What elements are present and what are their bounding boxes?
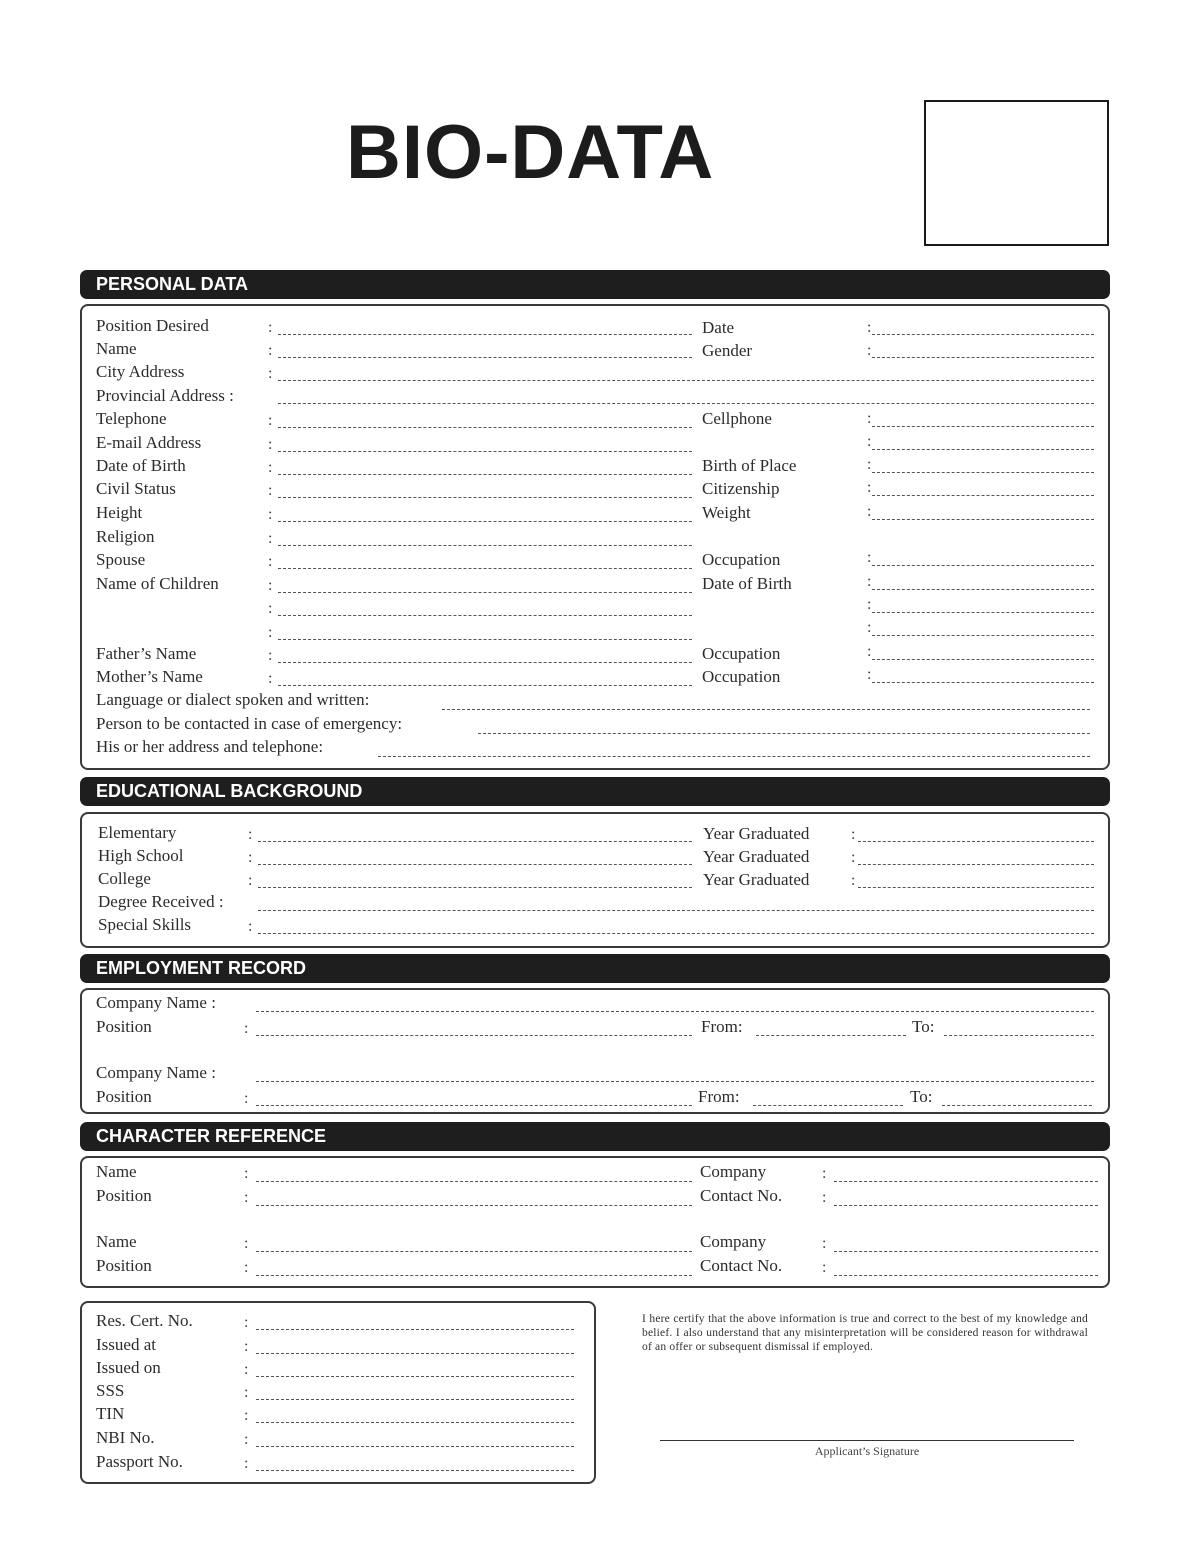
colon: : [268,530,273,547]
spouse-occupation-field[interactable] [872,565,1094,566]
year-graduated-college-field[interactable] [858,887,1094,888]
colon: : [268,365,273,382]
colon: : [244,1455,249,1472]
reference-name-field-1[interactable] [256,1181,692,1182]
reference-company-label-2: Company [700,1232,767,1251]
gender-field[interactable] [872,357,1094,358]
to-label-1: To: [912,1017,935,1036]
colon: : [867,433,872,450]
emergency-address-field[interactable] [378,756,1090,757]
nbi-field[interactable] [256,1446,574,1447]
reference-company-label-1: Company [700,1162,767,1181]
from-field-1[interactable] [756,1035,906,1036]
colon: : [268,459,273,476]
date-of-birth-field[interactable] [278,474,692,475]
colon: : [268,319,273,336]
reference-company-field-1[interactable] [834,1181,1098,1182]
colon: : [867,573,872,590]
emergency-contact-label: Person to be contacted in case of emergency: [96,714,403,733]
employment-panel [80,988,1110,1114]
sss-label: SSS [96,1381,125,1400]
colon: : [244,1189,249,1206]
to-label-2: To: [910,1087,933,1106]
name-label: Name [96,339,137,358]
religion-field[interactable] [278,545,692,546]
colon: : [244,1020,249,1037]
spouse-occupation-label: Occupation [702,550,781,569]
colon: : [867,549,872,566]
res-cert-field[interactable] [256,1329,574,1330]
colon: : [268,436,273,453]
weight-field[interactable] [872,519,1094,520]
citizenship-field[interactable] [872,495,1094,496]
colon: : [851,872,856,889]
employment-position-field-1[interactable] [256,1035,692,1036]
reference-position-field-2[interactable] [256,1275,692,1276]
issued-at-label: Issued at [96,1335,156,1354]
company-name-field-2[interactable] [256,1081,1094,1082]
elementary-field[interactable] [258,841,692,842]
high-school-field[interactable] [258,864,692,865]
colon: : [244,1235,249,1252]
citizenship-label: Citizenship [702,479,780,498]
emergency-contact-field[interactable] [478,733,1090,734]
height-field[interactable] [278,521,692,522]
cellphone-label: Cellphone [702,409,772,428]
colon: : [867,342,872,359]
signature-label: Applicant’s Signature [814,1444,920,1458]
colon: : [244,1090,249,1107]
weight-label: Weight [702,503,751,522]
cellphone-field[interactable] [872,426,1094,427]
colon: : [867,643,872,660]
name-field[interactable] [278,357,692,358]
colon: : [244,1314,249,1331]
to-field-2[interactable] [942,1105,1092,1106]
degree-field[interactable] [258,910,1094,911]
colon: : [822,1165,827,1182]
spouse-label: Spouse [96,550,146,569]
colon: : [248,826,253,843]
issued-at-field[interactable] [256,1353,574,1354]
reference-name-label-2: Name [96,1232,137,1251]
from-label-1: From: [701,1017,743,1036]
page-title: BIO-DATA [346,110,715,195]
colon: : [244,1431,249,1448]
colon: : [248,872,253,889]
colon: : [867,456,872,473]
name-of-children-label: Name of Children [96,574,219,593]
reference-contact-label-1: Contact No. [700,1186,783,1205]
issued-on-label: Issued on [96,1358,161,1377]
colon: : [268,670,273,687]
colon: : [268,553,273,570]
colon: : [822,1259,827,1276]
mother-occupation-label: Occupation [702,667,781,686]
signature-line[interactable] [660,1440,1074,1441]
mothers-name-label: Mother’s Name [96,667,203,686]
sss-field[interactable] [256,1399,574,1400]
certification-text: I here certify that the above information is true and correct to the best of my knowledge and belief. I also understand that any misinterpretation will be considered reason for withdrawal of an offer or subsequent dismissal if employed. [642,1313,1088,1353]
telephone-field[interactable] [278,427,692,428]
emergency-address-label: His or her address and telephone: [96,737,324,756]
colon: : [244,1165,249,1182]
special-skills-field[interactable] [258,933,1094,934]
gender-label: Gender [702,341,753,360]
colon: : [248,849,253,866]
child-dob-field-2[interactable] [872,612,1094,613]
language-label: Language or dialect spoken and written: [96,690,370,709]
section-header-reference: CHARACTER REFERENCE [80,1122,1110,1151]
reference-name-label-1: Name [96,1162,137,1181]
mother-occupation-field[interactable] [872,682,1094,683]
year-graduated-high-school-field[interactable] [858,864,1094,865]
civil-status-label: Civil Status [96,479,176,498]
colon: : [268,647,273,664]
employment-position-field-2[interactable] [256,1105,692,1106]
colon: : [244,1259,249,1276]
provincial-address-field[interactable] [278,403,1094,404]
height-label: Height [96,503,143,522]
colon: : [268,600,273,617]
year-graduated-high-school-label: Year Graduated [703,847,810,866]
education-panel [80,812,1110,948]
colon: : [244,1407,249,1424]
colon: : [268,412,273,429]
company-name-field-1[interactable] [256,1011,1094,1012]
colon: : [851,849,856,866]
high-school-label: High School [98,846,184,865]
date-label: Date [702,318,735,337]
reference-contact-label-2: Contact No. [700,1256,783,1275]
colon: : [268,506,273,523]
colon: : [822,1235,827,1252]
language-field[interactable] [442,709,1090,710]
civil-status-field[interactable] [278,497,692,498]
mothers-name-field[interactable] [278,685,692,686]
college-field[interactable] [258,887,692,888]
colon: : [867,503,872,520]
colon: : [248,918,253,935]
college-label: College [98,869,151,888]
elementary-label: Elementary [98,823,177,842]
father-occupation-field[interactable] [872,659,1094,660]
colon: : [244,1338,249,1355]
city-address-field[interactable] [278,380,1094,381]
colon: : [867,479,872,496]
date-of-birth-label: Date of Birth [96,456,186,475]
reference-panel [80,1156,1110,1288]
colon: : [867,319,872,336]
child-dob-field-1[interactable] [872,589,1094,590]
date-field[interactable] [872,334,1094,335]
spouse-field[interactable] [278,568,692,569]
passport-field[interactable] [256,1470,574,1471]
colon: : [867,619,872,636]
issued-on-field[interactable] [256,1376,574,1377]
res-cert-label: Res. Cert. No. [96,1311,193,1330]
section-header-personal-data: PERSONAL DATA [80,270,1110,299]
colon: : [268,577,273,594]
child-name-field-2[interactable] [278,615,692,616]
colon: : [268,624,273,641]
reference-contact-field-2[interactable] [834,1275,1098,1276]
special-skills-label: Special Skills [98,915,192,934]
email-label: E-mail Address [96,433,202,452]
year-graduated-elementary-field[interactable] [858,841,1094,842]
tin-field[interactable] [256,1422,574,1423]
colon: : [268,482,273,499]
employment-position-label-1: Position [96,1017,152,1036]
colon: : [244,1384,249,1401]
from-label-2: From: [698,1087,740,1106]
company-name-label-1: Company Name : [96,993,216,1012]
city-address-label: City Address [96,362,185,381]
to-field-1[interactable] [944,1035,1094,1036]
father-occupation-label: Occupation [702,644,781,663]
reference-position-label-2: Position [96,1256,152,1275]
from-field-2[interactable] [753,1105,903,1106]
children-dob-label: Date of Birth [702,574,792,593]
colon: : [867,666,872,683]
child-name-field-3[interactable] [278,639,692,640]
colon: : [244,1361,249,1378]
reference-name-field-2[interactable] [256,1251,692,1252]
tin-label: TIN [96,1404,125,1423]
colon: : [822,1189,827,1206]
colon: : [268,342,273,359]
cellphone-field-2[interactable] [872,449,1094,450]
provincial-address-label: Provincial Address : [96,386,234,405]
birth-place-label: Birth of Place [702,456,797,475]
child-dob-field-3[interactable] [872,635,1094,636]
colon: : [867,410,872,427]
section-header-education: EDUCATIONAL BACKGROUND [80,777,1110,806]
reference-contact-field-1[interactable] [834,1205,1098,1206]
year-graduated-college-label: Year Graduated [703,870,810,889]
child-name-field-1[interactable] [278,592,692,593]
colon: : [867,596,872,613]
telephone-label: Telephone [96,409,167,428]
passport-label: Passport No. [96,1452,183,1471]
section-header-employment: EMPLOYMENT RECORD [80,954,1110,983]
reference-company-field-2[interactable] [834,1251,1098,1252]
reference-position-label-1: Position [96,1186,152,1205]
degree-label: Degree Received : [98,892,224,911]
position-desired-label: Position Desired [96,316,209,335]
employment-position-label-2: Position [96,1087,152,1106]
colon: : [851,826,856,843]
religion-label: Religion [96,527,155,546]
company-name-label-2: Company Name : [96,1063,216,1082]
email-field[interactable] [278,451,692,452]
position-desired-field[interactable] [278,334,692,335]
reference-position-field-1[interactable] [256,1205,692,1206]
fathers-name-field[interactable] [278,662,692,663]
fathers-name-label: Father’s Name [96,644,197,663]
photo-box[interactable] [924,100,1109,246]
year-graduated-elementary-label: Year Graduated [703,824,810,843]
birth-place-field[interactable] [872,472,1094,473]
nbi-label: NBI No. [96,1428,155,1447]
